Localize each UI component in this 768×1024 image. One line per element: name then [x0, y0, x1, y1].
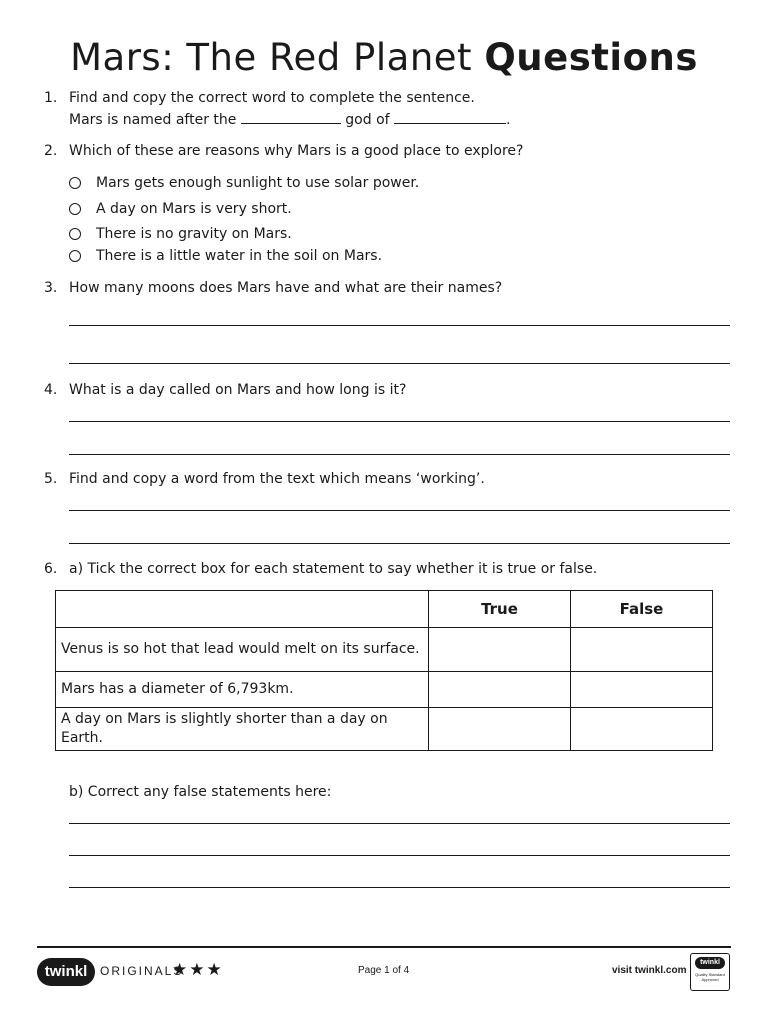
q1-sentence-part-b: god of — [345, 112, 390, 128]
answer-line[interactable] — [69, 421, 730, 422]
question-5 — [44, 469, 485, 489]
answer-line[interactable] — [69, 510, 730, 511]
question-number: 2. — [44, 143, 58, 159]
table-row — [56, 628, 713, 672]
badge-text: Quality Standard Approved — [695, 972, 725, 982]
true-tick-box[interactable] — [429, 628, 571, 672]
table-row — [56, 672, 713, 708]
false-tick-box[interactable] — [571, 708, 713, 751]
option-label: There is a little water in the soil on Mars. — [96, 248, 383, 264]
q1-sentence-part-a: Mars is named after the — [69, 112, 237, 128]
question-1 — [44, 88, 475, 108]
question-text: Which of these are reasons why Mars is a good place to explore? — [69, 143, 524, 159]
rating-stars-icon: ★★★ — [172, 960, 224, 980]
answer-line[interactable] — [69, 543, 730, 544]
answer-line[interactable] — [69, 823, 730, 824]
visit-link[interactable]: visit twinkl.com — [612, 965, 687, 976]
radio-circle-icon[interactable] — [69, 228, 81, 240]
true-tick-box[interactable] — [429, 672, 571, 708]
table-header-row — [56, 591, 713, 628]
table-row — [56, 708, 713, 751]
question-number: 5. — [44, 471, 58, 487]
table-header-true: True — [429, 591, 571, 628]
question-text: a) Tick the correct box for each statement to say whether it is true or false. — [69, 561, 598, 577]
footer-divider — [37, 946, 731, 948]
option-label: There is no gravity on Mars. — [96, 226, 292, 242]
question-number: 1. — [44, 90, 58, 106]
question-4 — [44, 380, 406, 400]
answer-line[interactable] — [69, 454, 730, 455]
table-header-false: False — [571, 591, 713, 628]
q2-option[interactable] — [69, 224, 292, 244]
question-number: 4. — [44, 382, 58, 398]
question-text: Find and copy the correct word to complete the sentence. — [69, 90, 475, 106]
option-label: Mars gets enough sunlight to use solar power. — [96, 175, 420, 191]
q1-blank-2[interactable] — [394, 111, 506, 124]
q1-blank-1[interactable] — [241, 111, 341, 124]
q1-sentence-end: . — [506, 112, 511, 128]
q2-option[interactable] — [69, 199, 292, 219]
false-tick-box[interactable] — [571, 628, 713, 672]
statement-cell: Venus is so hot that lead would melt on its surface. — [56, 628, 429, 672]
originals-label: ORIGINALS — [100, 964, 184, 978]
page-number: Page 1 of 4 — [358, 965, 410, 976]
question-number: 3. — [44, 280, 58, 296]
q1-sentence — [69, 110, 511, 130]
statement-cell: A day on Mars is slightly shorter than a day on Earth. — [56, 708, 429, 751]
true-false-table — [55, 590, 713, 751]
answer-line[interactable] — [69, 887, 730, 888]
quality-badge — [690, 953, 730, 991]
title-bold: Questions — [484, 36, 698, 79]
radio-circle-icon[interactable] — [69, 250, 81, 262]
false-tick-box[interactable] — [571, 672, 713, 708]
question-text: How many moons does Mars have and what are their names? — [69, 280, 503, 296]
answer-line[interactable] — [69, 325, 730, 326]
statement-cell: Mars has a diameter of 6,793km. — [56, 672, 429, 708]
true-tick-box[interactable] — [429, 708, 571, 751]
question-2 — [44, 141, 523, 161]
radio-circle-icon[interactable] — [69, 203, 81, 215]
radio-circle-icon[interactable] — [69, 177, 81, 189]
q2-option[interactable] — [69, 246, 382, 266]
title-main: Mars: The Red Planet — [70, 36, 473, 79]
q6-part-b: b) Correct any false statements here: — [69, 784, 332, 800]
page-title — [0, 36, 768, 79]
table-header-empty — [56, 591, 429, 628]
badge-logo: twinkl — [695, 957, 725, 969]
question-text: What is a day called on Mars and how long is it? — [69, 382, 407, 398]
question-3 — [44, 278, 502, 298]
twinkl-logo: twinkl — [37, 958, 95, 986]
answer-line[interactable] — [69, 363, 730, 364]
q2-option[interactable] — [69, 173, 419, 193]
question-text: Find and copy a word from the text which means ‘working’. — [69, 471, 485, 487]
question-6 — [44, 559, 597, 579]
answer-line[interactable] — [69, 855, 730, 856]
option-label: A day on Mars is very short. — [96, 201, 292, 217]
question-number: 6. — [44, 561, 58, 577]
